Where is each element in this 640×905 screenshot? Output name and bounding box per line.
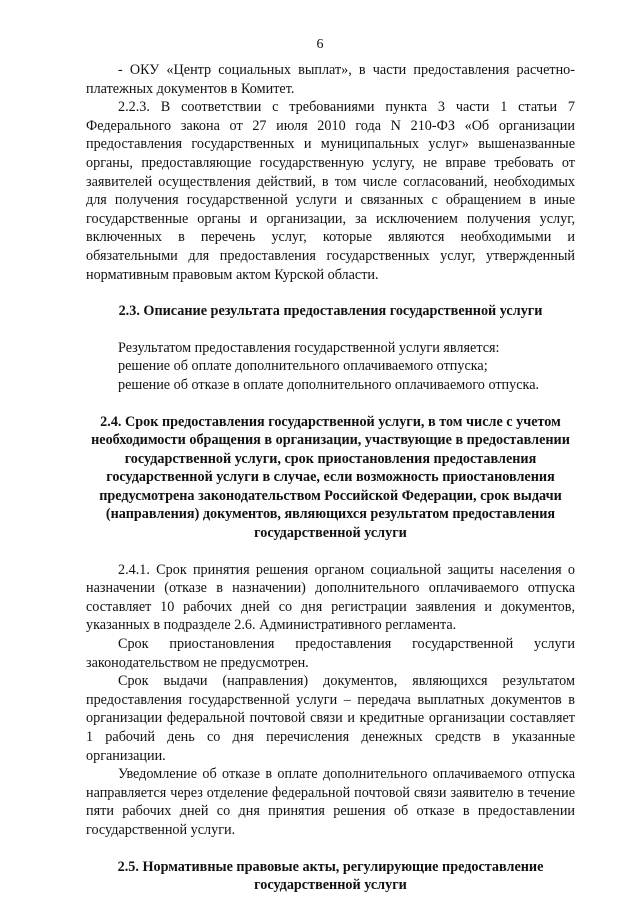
spacer bbox=[86, 284, 575, 302]
paragraph-2-4-1: 2.4.1. Срок принятия решения органом социальной защиты населения о назначении (отказе в назначении) дополнительного оплачиваемого отпуска составляет 10 рабочих дней со дня регистрации заявления и документов, указанных в подразделе 2.6. Административного регламента. bbox=[86, 561, 575, 634]
spacer bbox=[86, 395, 575, 413]
paragraph-2-2-3: 2.2.3. В соответствии с требованиями пункта 3 части 1 статьи 7 Федерального закона от 27 июля 2010 года N 210-ФЗ «Об организации предоставления государственных и муниципальных услуг» вышеназванные органы, предоставляющие государственную услугу, не вправе требовать от заявителей осуществления действий, в том числе согласований, необходимых для получения государственной услуги и связанных с обращением в иные государственные органы и организации, за исключением получения услуг, включенных в перечень услуг, которые являются необходимыми и обязательными для предоставления государственных услуг, утвержденный нормативным правовым актом Курской области. bbox=[86, 99, 575, 283]
heading-2-5: 2.5. Нормативные правовые акты, регулирующие предоставление государственной услуги bbox=[117, 858, 544, 894]
result-line-deny: решение об отказе в оплате дополнительного оплачиваемого отпуска. bbox=[118, 376, 540, 393]
result-line-intro: Результатом предоставления государственной услуги является: bbox=[118, 339, 500, 356]
paragraph-okun-center: - ОКУ «Центр социальных выплат», в части предоставления расчетно-платежных документов в Комитет. bbox=[86, 62, 575, 97]
paragraph-issuance-term: Срок выдачи (направления) документов, являющихся результатом предоставления государственной услуги – передача выплатных документов в организации федеральной почтовой связи и кредитные организации составляет 1 рабочий день со дня перечисления денежных средств в указанные организации. bbox=[86, 673, 575, 764]
spacer bbox=[86, 543, 575, 561]
spacer bbox=[86, 321, 575, 339]
page-number: 6 bbox=[316, 37, 324, 52]
spacer bbox=[86, 840, 575, 858]
paragraph-suspension-term: Срок приостановления предоставления государственной услуги законодательством не предусмотрен. bbox=[86, 636, 575, 671]
heading-2-3: 2.3. Описание результата предоставления государственной услуги bbox=[118, 303, 543, 320]
document-body bbox=[86, 61, 575, 895]
paragraph-denial-notice: Уведомление об отказе в оплате дополнительного оплачиваемого отпуска направляется через отделение федеральной почтовой связи заявителю в течение пяти рабочих дней со дня принятия решения об отказе в предоставлении государственной услуги. bbox=[86, 766, 575, 838]
result-line-approve: решение об оплате дополнительного оплачиваемого отпуска; bbox=[118, 358, 488, 375]
heading-2-4: 2.4. Срок предоставления государственной услуги, в том числе с учетом необходимости обращения в организации, участвующие в предоставлении государственной услуги, срок приостановления предоставления государственной услуги в случае, если возможность приостановления предусмотрена законодательством Российской Федерации, срок выдачи (направления) документов, являющихся результатом предоставления государственной услуги bbox=[91, 413, 570, 542]
